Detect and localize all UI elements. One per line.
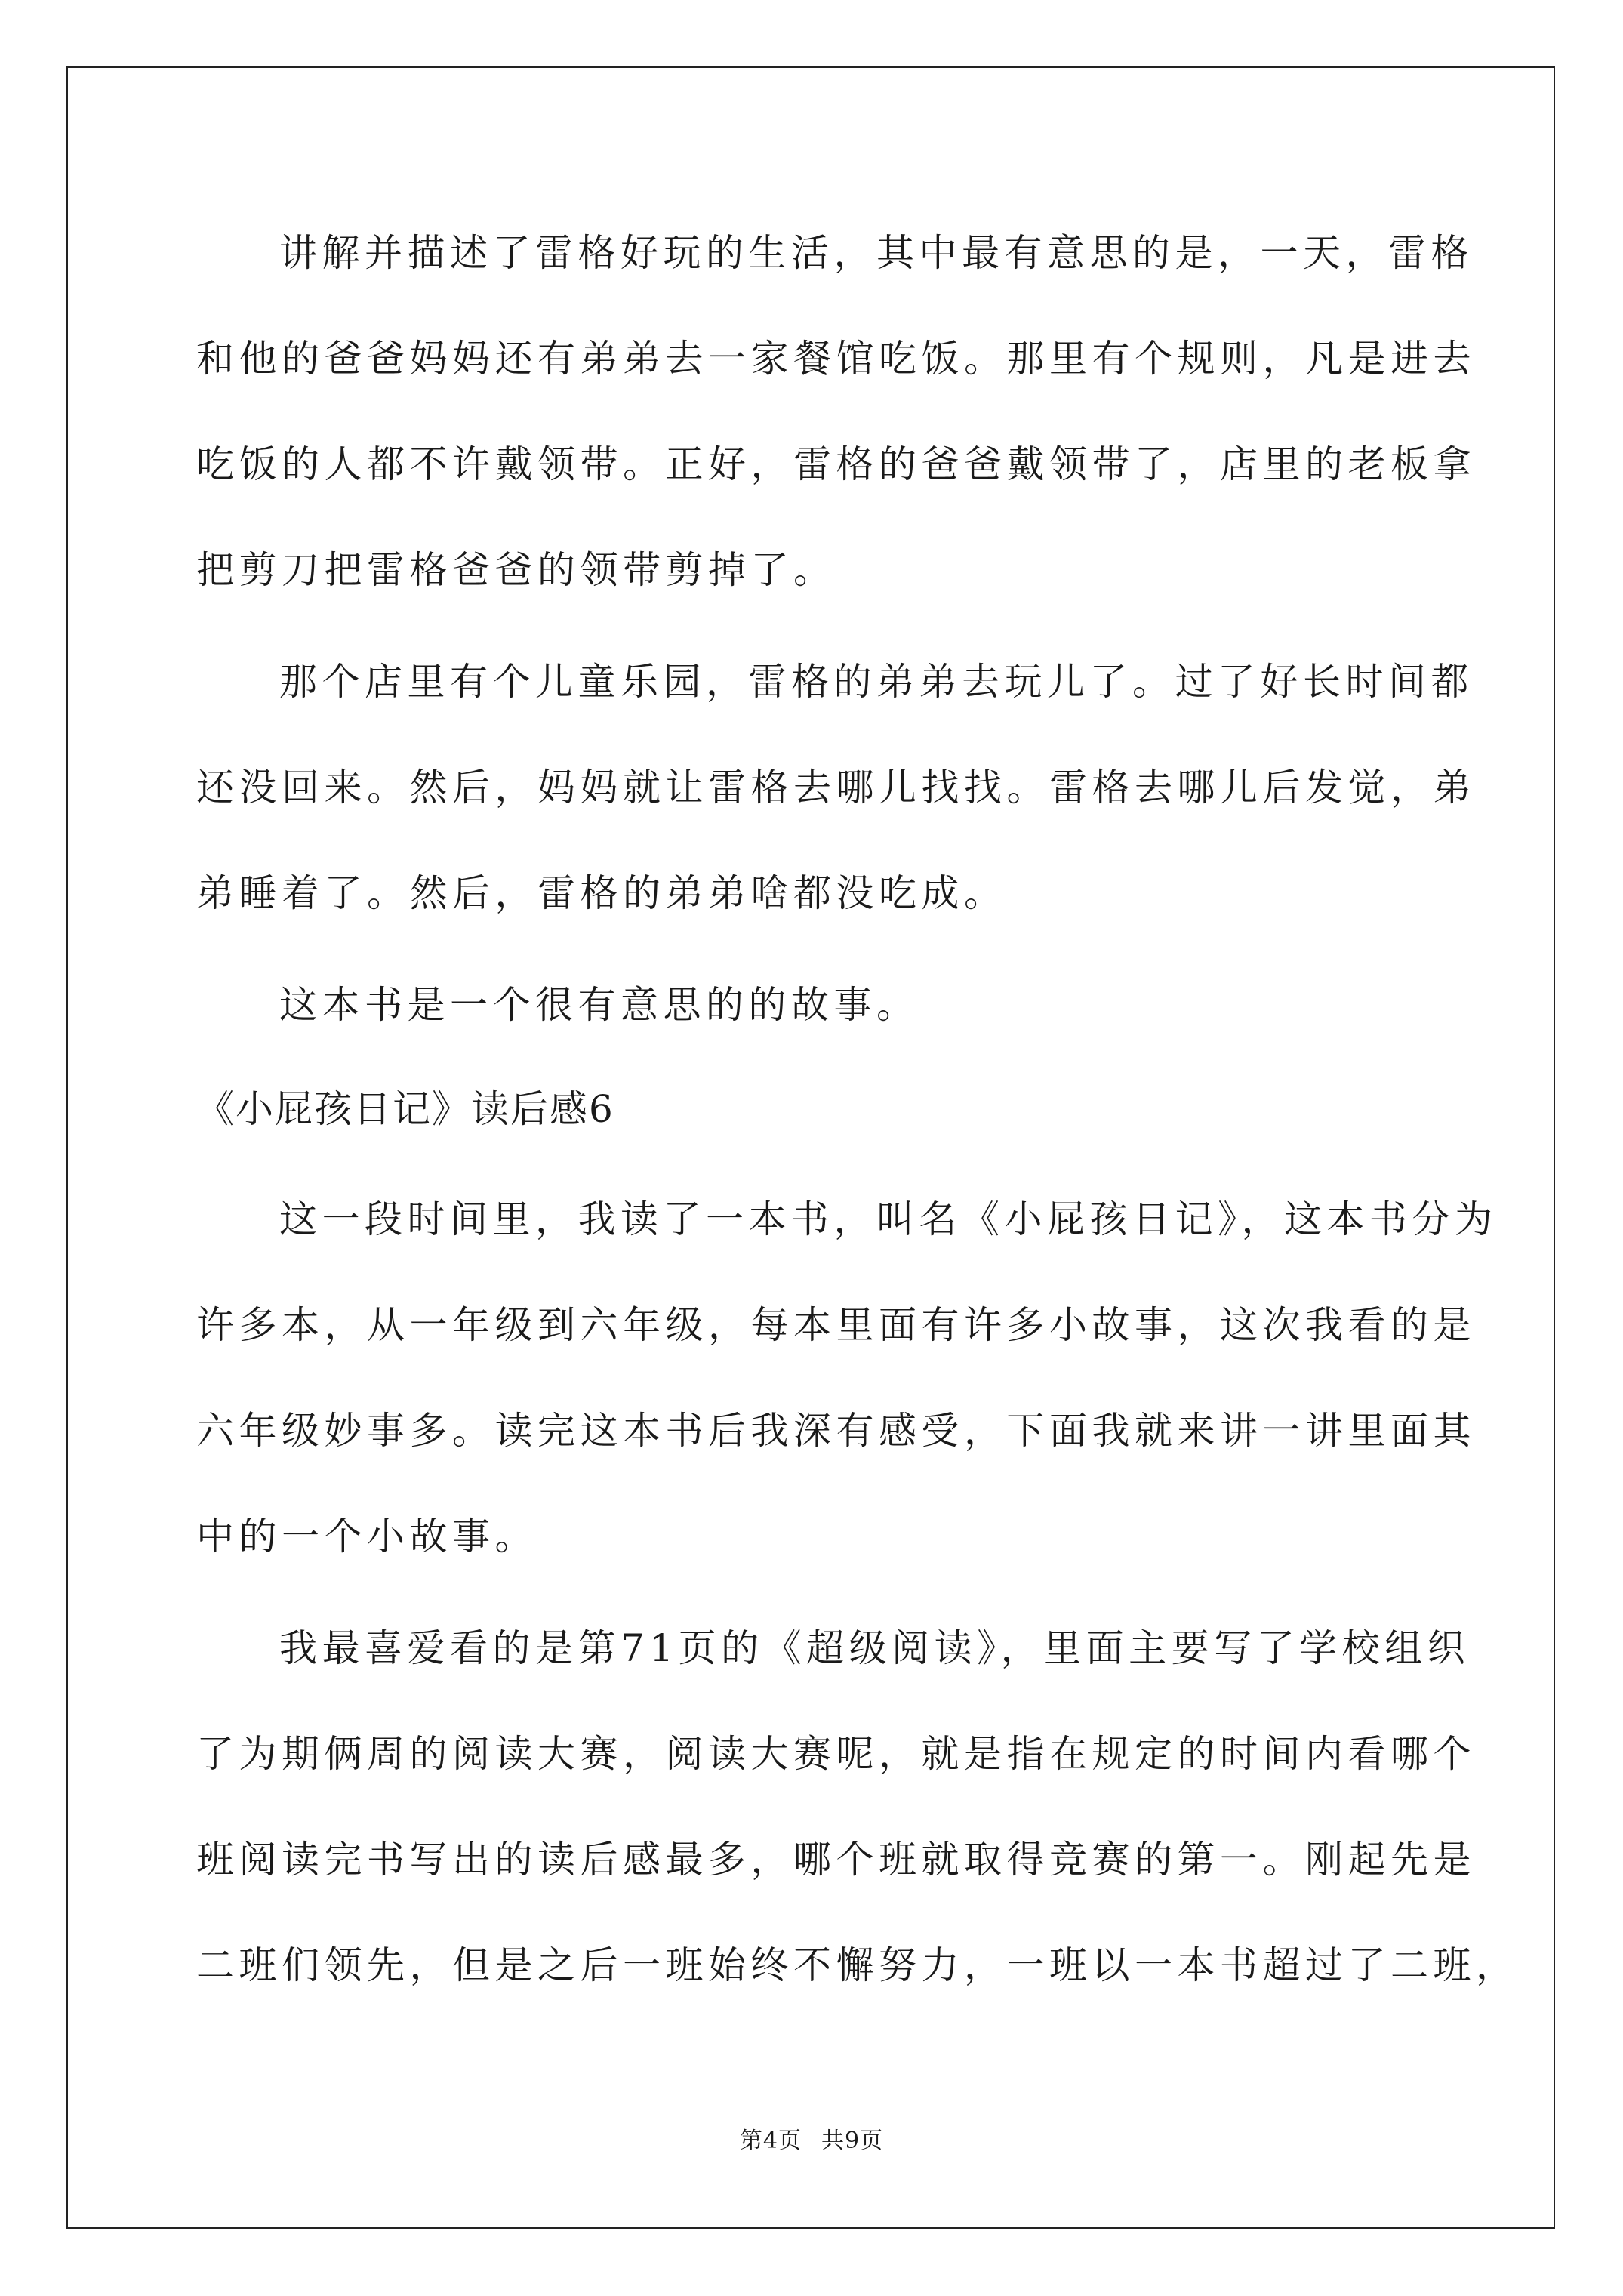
body-line: 吃饭的人都不许戴领带。正好，雷格的爸爸戴领带了，店里的老板拿 xyxy=(196,442,1476,486)
page-border xyxy=(66,66,1555,2229)
body-line: 弟睡着了。然后，雷格的弟弟啥都没吃成。 xyxy=(196,871,1007,915)
body-line: 还没回来。然后，妈妈就让雷格去哪儿找找。雷格去哪儿后发觉，弟 xyxy=(196,766,1476,809)
body-line: 讲解并描述了雷格好玩的生活，其中最有意思的是，一天，雷格 xyxy=(279,231,1474,275)
body-line: 我最喜爱看的是第71页的《超级阅读》，里面主要写了学校组织 xyxy=(279,1626,1471,1670)
page-number: 第4页 xyxy=(739,2128,802,2154)
body-line: 六年级妙事多。读完这本书后我深有感受，下面我就来讲一讲里面其 xyxy=(196,1409,1476,1453)
body-line: 这一段时间里，我读了一本书，叫名《小屁孩日记》，这本书分为 xyxy=(279,1197,1498,1241)
body-line: 那个店里有个儿童乐园，雷格的弟弟去玩儿了。过了好长时间都 xyxy=(279,660,1474,704)
body-line: 中的一个小故事。 xyxy=(196,1515,537,1558)
page-total: 共9页 xyxy=(821,2128,884,2154)
section-heading: 《小屁孩日记》读后感6 xyxy=(196,1087,614,1131)
body-line: 了为期俩周的阅读大赛，阅读大赛呢，就是指在规定的时间内看哪个 xyxy=(196,1732,1476,1776)
body-line: 把剪刀把雷格爸爸的领带剪掉了。 xyxy=(196,548,836,592)
body-line: 二班们领先，但是之后一班始终不懈努力，一班以一本书超过了二班， xyxy=(196,1943,1519,1987)
body-line: 班阅读完书写出的读后感最多，哪个班就取得竞赛的第一。刚起先是 xyxy=(196,1838,1476,1881)
body-line: 和他的爸爸妈妈还有弟弟去一家餐馆吃饭。那里有个规则，凡是进去 xyxy=(196,337,1476,381)
body-line: 这本书是一个很有意思的的故事。 xyxy=(279,983,919,1027)
page-footer xyxy=(0,2128,1623,2155)
body-line: 许多本，从一年级到六年级，每本里面有许多小故事，这次我看的是 xyxy=(196,1303,1476,1347)
